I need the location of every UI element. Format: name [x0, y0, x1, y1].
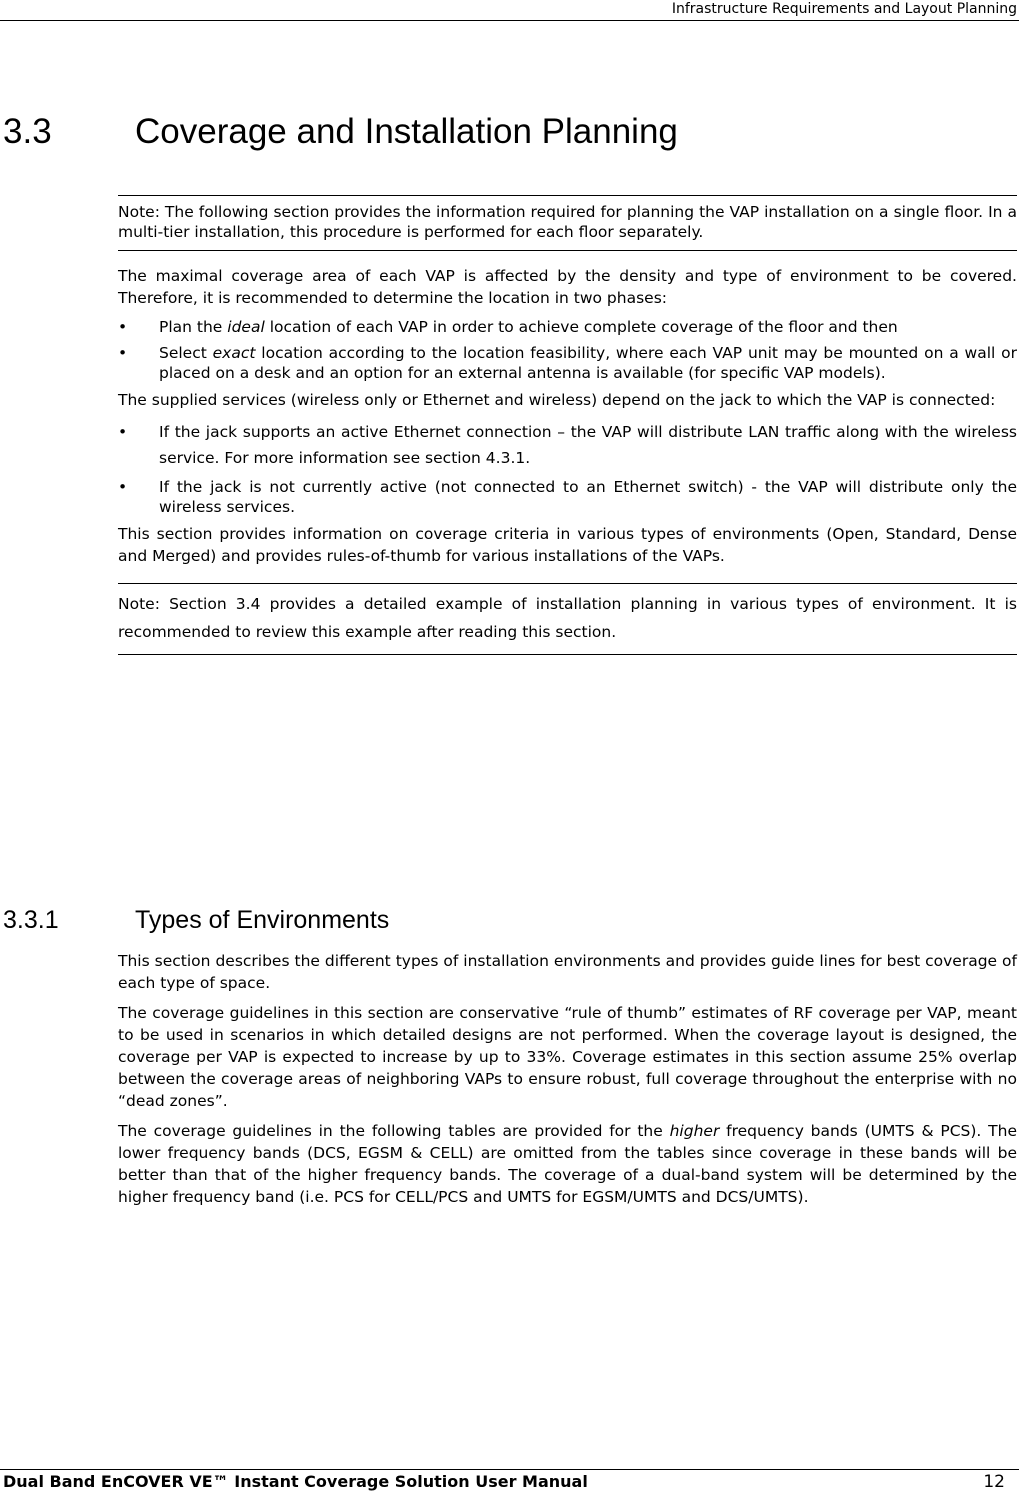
note-single-floor: Note: The following section provides the information required for planning the VAP installation on a single floor. In a multi-tier installation, this procedure is performed for each floor separately.: [118, 195, 1017, 251]
environments-paragraph: This section describes the different types of installation environments and provides guide lines for best coverage of each type of space.: [118, 952, 1017, 992]
intro-paragraph: The maximal coverage area of each VAP is affected by the density and type of environment to be covered. Therefore, it is recommended to determine the location in two phases:: [118, 267, 1017, 307]
list-item-exact-location: • Select exact location according to the location feasibility, where each VAP unit may be mounted on a wall or placed on a desk and an option for an external antenna is available (for specific VAP models).: [118, 344, 1017, 382]
emphasis-higher: higher: [669, 1122, 720, 1140]
section-number: 3.3: [3, 112, 52, 151]
emphasis-exact: exact: [212, 344, 256, 362]
list-item-active-jack: • If the jack supports an active Ethernet connection – the VAP will distribute LAN traffic along with the wireless service. For more information see section 4.3.1.: [118, 419, 1017, 471]
emphasis-ideal: ideal: [227, 318, 265, 336]
note-section-3-4: Note: Section 3.4 provides a detailed example of installation planning in various types of environment. It is recommended to review this example after reading this section.: [118, 583, 1017, 655]
bullet-glyph: •: [118, 318, 128, 336]
criteria-paragraph: This section provides information on coverage criteria in various types of environments (Open, Standard, Dense and Merged) and provides rules-of-thumb for various installations of the VAPs.: [118, 525, 1017, 565]
running-header: [0, 0, 1019, 21]
running-footer: [0, 1469, 1019, 1495]
subsection-title: Types of Environments: [135, 906, 390, 934]
page-number: 12: [983, 1472, 1005, 1492]
subsection-body: [118, 950, 1017, 1216]
running-header-title: Infrastructure Requirements and Layout Planning: [671, 1, 1017, 17]
bullet-glyph: •: [118, 478, 128, 496]
frequency-bands-paragraph: The coverage guidelines in the following tables are provided for the higher frequency bands (UMTS & PCS). The lower frequency bands (DCS, EGSM & CELL) are omitted from the tables since coverage in these bands will be better than that of the higher frequency bands. The coverage of a dual-band system will be determined by the higher frequency band (i.e. PCS for CELL/PCS and UMTS for EGSM/UMTS and DCS/UMTS).: [118, 1122, 1017, 1206]
list-item-inactive-jack: • If the jack is not currently active (not connected to an Ethernet switch) - the VAP will distribute only the wireless services.: [118, 478, 1017, 516]
footer-manual-title: Dual Band EnCOVER VE™ Instant Coverage Solution User Manual: [3, 1472, 588, 1491]
list-item-ideal-location: • Plan the ideal location of each VAP in order to achieve complete coverage of the floor and then: [118, 318, 898, 336]
bullet-glyph: •: [118, 344, 128, 362]
section-body: [118, 195, 1017, 655]
section-title: Coverage and Installation Planning: [135, 112, 678, 151]
guidelines-paragraph: The coverage guidelines in this section are conservative “rule of thumb” estimates of RF coverage per VAP, meant to be used in scenarios in which detailed designs are not performed. When the coverage layout is designed, the coverage per VAP is expected to increase by up to 33%. Coverage estimates in this section assume 25% overlap between the coverage areas of neighboring VAPs to ensure robust, full coverage throughout the enterprise with no “dead zones”.: [118, 1004, 1017, 1110]
subsection-heading: [3, 904, 389, 936]
bullet-glyph: •: [118, 423, 128, 441]
subsection-number: 3.3.1: [3, 906, 59, 934]
section-heading: [3, 110, 678, 154]
services-paragraph: The supplied services (wireless only or Ethernet and wireless) depend on the jack to which the VAP is connected:: [118, 391, 996, 409]
